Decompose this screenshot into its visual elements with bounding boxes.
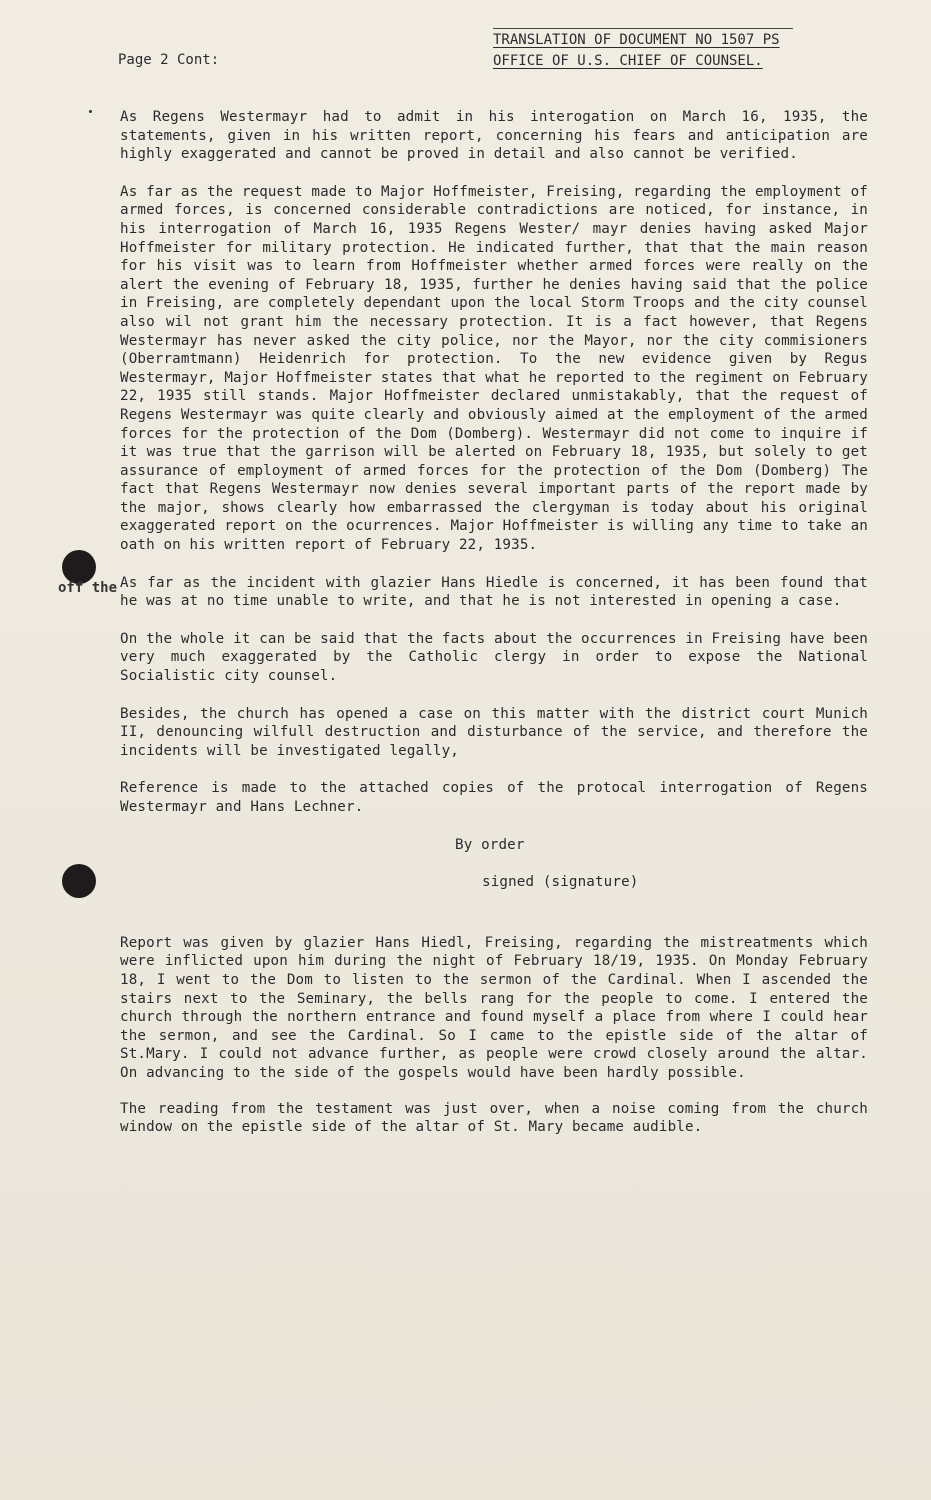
document-body — [120, 108, 868, 1156]
paragraph: On the whole it can be said that the facts about the occurrences in Freising have been very much exaggerated by the Catholic clergy in order to expose the National Socialistic city counsel. — [120, 630, 868, 685]
margin-dot — [89, 110, 92, 113]
by-order-line: By order — [455, 836, 525, 853]
margin-note: off the — [58, 580, 118, 596]
report-paragraph: The reading from the testament was just over, when a noise coming from the church window on the epistle side of the altar of St. Mary became audible. — [120, 1100, 868, 1136]
signature-line: signed (signature) — [482, 874, 639, 891]
punch-hole-icon — [62, 864, 96, 898]
punch-hole-icon — [62, 550, 96, 584]
document-title-block — [493, 30, 780, 72]
title-line-1: TRANSLATION OF DOCUMENT NO 1507 PS — [493, 32, 780, 48]
paragraph: Reference is made to the attached copies of the protocal interrogation of Regens Westermayr and Hans Lechner. — [120, 780, 868, 815]
title-line-2: OFFICE OF U.S. CHIEF OF COUNSEL. — [493, 53, 763, 69]
paragraph: As far as the incident with glazier Hans Hiedle is concerned, it has been found that he was at no time unable to write, and that he is not interested in opening a case. — [120, 574, 868, 610]
paragraph: As far as the request made to Major Hoffmeister, Freising, regarding the employment of armed forces, is concerned considerable contradictions are noticed, for instance, in his interrogation of March 16, 1935 Regens Wester/ mayr denies having asked Major Hoffmeister for military protection. He indicated further, that that the main reason for his visit was to learn from Hoffmeister whether armed forces were really on the alert the evening of February 18, 1935, further he denies having said that the police in Freising, are completely dependant upon the local Storm Troops and the city counsel also wil not grant him the necessary protection. It is a fact however, that Regens Westermayr has never asked the city police, nor the Mayor, nor the city commisioners (Oberramtmann) Heidenrich for protection. To the new evidence given by Regus Westermayr, Major Hoffmeister states that what he reported to the regiment on February 22, 1935 still stands. Major Hoffmeister declared unmistakably, that the request of Regens Westermayr was quite clearly and obviously aimed at the employment of the armed forces for the protection of the Dom (Domberg). Westermayr did not come to inquire if it was true that the garrison will be alerted on February 18, 1935, but solely to get assurance of employment of armed forces for the protection of the Dom (Domberg) The fact that Regens Westermayr now denies several important parts of the report made by the major, shows clearly how embarrassed the clergyman is today about his original exaggerated report on the ocurrences. Major Hoffmeister is willing any time to take an oath on his written report of February 22, 1935. — [120, 183, 868, 554]
paragraph: Besides, the church has opened a case on this matter with the district court Munich II, denouncing wilfull destruction and disturbance of the service, and therefore the incidents will be investigated legally, — [120, 705, 868, 759]
paragraph: As Regens Westermayr had to admit in his interogation on March 16, 1935, the statements, given in his written report, concerning his fears and anticipation are highly exaggerated and cannot be proved in detail and also cannot be verified. — [120, 109, 868, 163]
report-paragraph: Report was given by glazier Hans Hiedl, Freising, regarding the mistreatments which were inflicted upon him during the night of February 18/19, 1935. On Monday February 18, I went to the Dom to listen to the sermon of the Cardinal. When I ascended the stairs next to the Seminary, the bells rang for the people to come. I entered the church through the northern entrance and found myself a place from where I could hear the sermon, and see the Cardinal. So I came to the epistle side of the altar of St.Mary. I could not advance further, as people were crowd closely around the altar. On advancing to the side of the gospels would have been hardly possible. — [120, 934, 868, 1081]
page-label: Page 2 Cont: — [118, 52, 220, 68]
title-rule — [493, 28, 793, 29]
